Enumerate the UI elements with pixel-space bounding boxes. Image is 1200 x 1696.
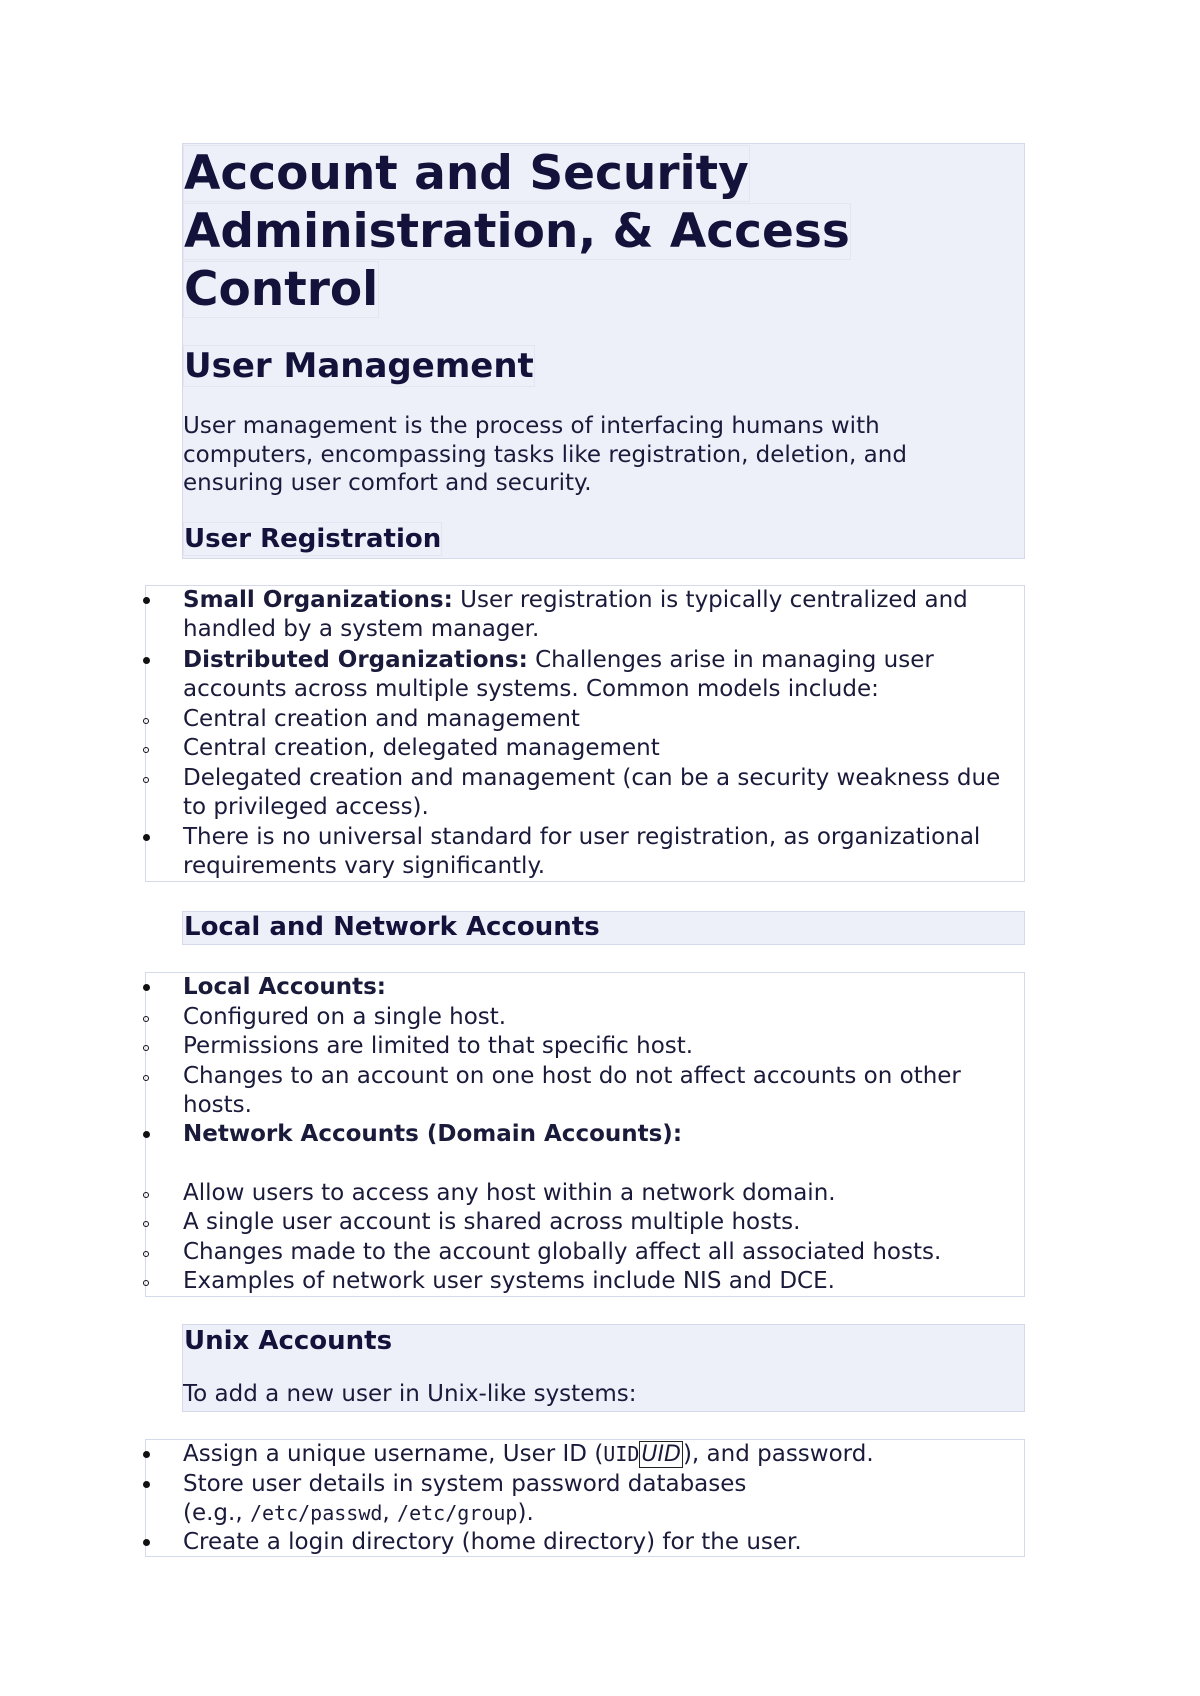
unix-accounts-intro: To add a new user in Unix-like systems: (183, 1381, 637, 1407)
small-organizations-label: Small Organizations: (183, 587, 453, 613)
list-item (183, 1208, 1013, 1237)
list-item (183, 973, 1013, 1002)
list-item (183, 823, 1013, 881)
unix-accounts-heading: Unix Accounts (184, 1326, 393, 1356)
create-text: Create a login directory (home directory) for the user. (183, 1529, 802, 1555)
list-item (183, 1062, 1013, 1120)
local-item-text: Changes to an account on one host do not affect accounts on other hosts. (183, 1063, 961, 1118)
bullet-disc (143, 657, 150, 664)
store-text-end: ). (517, 1500, 534, 1526)
no-standard-text: There is no universal standard for user registration, as organizational requirements vary significantly. (183, 824, 981, 879)
list-item (183, 1470, 803, 1528)
local-network-heading: Local and Network Accounts (184, 912, 600, 942)
store-separator: , (382, 1500, 398, 1526)
model-text: Central creation and management (183, 706, 580, 732)
model-text: Central creation, delegated management (183, 735, 660, 761)
uid-code: UID (603, 1442, 640, 1466)
bullet-disc (143, 834, 150, 841)
bullet-circle (143, 1045, 149, 1051)
list-item (183, 1120, 1013, 1149)
bullet-circle (143, 1251, 149, 1257)
bullet-circle (143, 1192, 149, 1198)
network-item-text: Examples of network user systems include NIS and DCE. (183, 1268, 835, 1294)
user-management-intro: User management is the process of interfacing humans with computers, encompassing tasks like registration, deletion, and ensuring user comfort and security. (183, 413, 907, 496)
local-accounts-label: Local Accounts: (183, 974, 387, 1000)
list-item (183, 1032, 1013, 1061)
list-item (183, 1179, 1013, 1208)
bullet-circle (143, 1280, 149, 1286)
user-registration-heading: User Registration (184, 524, 442, 554)
store-text: Store user details in system password databases (e.g., (183, 1471, 747, 1526)
bullet-circle (143, 1221, 149, 1227)
title-line-2: Administration, & Access (184, 204, 850, 259)
bullet-circle (143, 777, 149, 783)
passwd-path: /etc/passwd (249, 1501, 383, 1525)
list-item (183, 1528, 1013, 1557)
network-item-text: Changes made to the account globally affect all associated hosts. (183, 1239, 942, 1265)
bullet-disc (143, 1131, 150, 1138)
assign-text: Assign a unique username, User ID ( (183, 1441, 604, 1467)
list-item (183, 1267, 1013, 1296)
group-path: /etc/group (397, 1501, 518, 1525)
bullet-circle (143, 1016, 149, 1022)
bullet-circle (143, 718, 149, 724)
local-item-text: Configured on a single host. (183, 1004, 507, 1030)
bullet-disc (143, 984, 150, 991)
uid-boxed: UID (641, 1442, 681, 1467)
network-accounts-label: Network Accounts (Domain Accounts): (183, 1121, 683, 1147)
user-management-heading: User Management (184, 346, 534, 386)
bullet-disc (143, 1451, 150, 1458)
bullet-disc (143, 597, 150, 604)
list-item (183, 1440, 1013, 1469)
network-item-text: Allow users to access any host within a network domain. (183, 1180, 836, 1206)
bullet-disc (143, 1539, 150, 1546)
local-item-text: Permissions are limited to that specific host. (183, 1033, 694, 1059)
title-line-3: Control (184, 262, 379, 317)
title-line-1: Account and Security (184, 146, 749, 201)
list-item (183, 1238, 1013, 1267)
distributed-organizations-label: Distributed Organizations: (183, 647, 528, 673)
small-organizations-text: User registration is typically centralized and handled by a system manager. (183, 587, 968, 642)
list-item (183, 1003, 1013, 1032)
bullet-disc (143, 1481, 150, 1488)
list-item (183, 586, 1013, 644)
list-item (183, 646, 1013, 704)
distributed-organizations-text: Challenges arise in managing user accounts across multiple systems. Common models include: (183, 647, 934, 702)
document-title (184, 145, 904, 319)
network-item-text: A single user account is shared across multiple hosts. (183, 1209, 801, 1235)
list-item (183, 705, 1013, 734)
list-item (183, 734, 1013, 763)
list-item (183, 764, 1013, 822)
assign-text-end: ), and password. (682, 1441, 874, 1467)
bullet-circle (143, 1075, 149, 1081)
model-text: Delegated creation and management (can be a security weakness due to privileged access). (183, 765, 1001, 820)
bullet-circle (143, 747, 149, 753)
